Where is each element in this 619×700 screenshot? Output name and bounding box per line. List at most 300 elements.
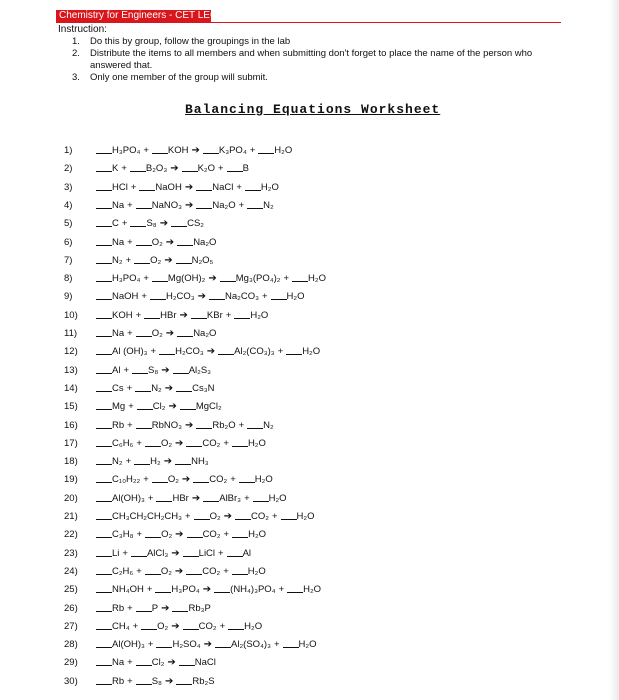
reactant-species: C₃H₈: [112, 529, 134, 541]
coefficient-blank[interactable]: [130, 216, 146, 227]
instruction-number: 2.: [72, 48, 80, 59]
plus-sign: +: [136, 529, 143, 541]
coefficient-blank[interactable]: [96, 436, 112, 447]
reactant-species: CH₄: [112, 620, 130, 632]
coefficient-blank[interactable]: [196, 180, 212, 191]
equation-body: [96, 271, 326, 287]
coefficient-blank[interactable]: [172, 601, 188, 612]
instruction-text: Do this by group, follow the groupings in the lab: [90, 36, 291, 47]
coefficient-blank[interactable]: [271, 289, 287, 300]
coefficient-blank[interactable]: [96, 363, 112, 374]
coefficient-blank[interactable]: [215, 637, 231, 648]
equation-body: [96, 180, 279, 196]
reaction-arrow: ➔: [181, 474, 191, 486]
equation-number: 1): [64, 145, 73, 156]
plus-sign: +: [223, 529, 230, 541]
plus-sign: +: [147, 492, 154, 504]
equation-row: [64, 454, 584, 470]
coefficient-blank[interactable]: [132, 363, 148, 374]
coefficient-blank[interactable]: [136, 655, 152, 666]
reactant-species: O₂: [160, 437, 173, 449]
reactant-species: H₃PO₄: [171, 584, 200, 596]
coefficient-blank[interactable]: [218, 344, 234, 355]
reaction-arrow: ➔: [191, 492, 201, 504]
equation-number: 22): [64, 529, 78, 541]
equation-number: 11): [64, 328, 78, 339]
coefficient-blank[interactable]: [136, 326, 152, 337]
reactant-species: NH₄OH: [112, 584, 144, 596]
plus-sign: +: [218, 163, 224, 175]
equation-number: 7): [64, 254, 73, 266]
product-species: NH₃: [191, 456, 209, 468]
coefficient-blank[interactable]: [196, 198, 212, 209]
coefficient-blank[interactable]: [96, 253, 112, 264]
coefficient-blank[interactable]: [135, 381, 151, 392]
coefficient-blank[interactable]: [96, 491, 112, 502]
plus-sign: +: [136, 565, 142, 577]
coefficient-blank[interactable]: [96, 308, 112, 319]
coefficient-blank[interactable]: [96, 399, 112, 410]
product-species: K₂O: [197, 163, 216, 175]
reaction-arrow: ➔: [206, 346, 216, 358]
plus-sign: +: [127, 657, 133, 669]
plus-sign: +: [244, 492, 250, 504]
product-species: Rb₃P: [188, 602, 211, 614]
plus-sign: +: [127, 328, 133, 339]
coefficient-blank[interactable]: [156, 491, 172, 502]
plus-sign: +: [121, 218, 128, 230]
reactant-species: NaOH: [155, 181, 182, 193]
plus-sign: +: [261, 291, 268, 303]
coefficient-blank[interactable]: [96, 637, 112, 648]
product-species: Al₂(CO₃)₃: [234, 346, 275, 358]
plus-sign: +: [219, 620, 226, 632]
equation-number: 24): [64, 565, 78, 577]
equation-row: [64, 564, 584, 580]
coefficient-blank[interactable]: [96, 546, 112, 557]
plus-sign: +: [132, 620, 139, 632]
reactant-species: O₂: [151, 236, 163, 248]
product-species: H₂O: [274, 145, 293, 156]
equation-body: [96, 235, 216, 251]
coefficient-blank[interactable]: [171, 216, 187, 227]
coefficient-blank[interactable]: [159, 344, 175, 355]
reaction-arrow: ➔: [165, 675, 174, 687]
reactant-species: N₂: [112, 254, 123, 266]
equation-body: [96, 674, 215, 690]
plus-sign: +: [121, 163, 127, 175]
product-species: H₂O: [247, 565, 266, 577]
reaction-arrow: ➔: [175, 529, 184, 541]
reactant-species: Al (OH)₃: [112, 346, 148, 358]
coefficient-blank[interactable]: [287, 582, 303, 593]
plus-sign: +: [146, 584, 153, 596]
reactant-species: H₃PO₄: [112, 145, 141, 156]
product-species: MgCl₂: [195, 401, 222, 413]
equation-number: 14): [64, 382, 78, 394]
plus-sign: +: [223, 565, 229, 577]
reactant-species: P: [151, 602, 159, 614]
coefficient-blank[interactable]: [96, 472, 112, 483]
coefficient-blank[interactable]: [134, 454, 150, 465]
equation-body: [96, 326, 216, 342]
product-species: H₂O: [286, 291, 305, 303]
product-species: KBr: [206, 309, 223, 321]
equation-row: [64, 289, 584, 305]
coefficient-blank[interactable]: [152, 472, 168, 483]
equation-number: 8): [64, 273, 73, 285]
reaction-arrow: ➔: [179, 309, 188, 321]
reactant-species: HBr: [160, 309, 177, 321]
product-species: H₂O: [268, 492, 287, 504]
equation-body: [96, 363, 211, 379]
coefficient-blank[interactable]: [139, 180, 155, 191]
plus-sign: +: [130, 181, 137, 193]
coefficient-blank[interactable]: [175, 454, 191, 465]
coefficient-blank[interactable]: [183, 546, 199, 557]
coefficient-blank[interactable]: [203, 491, 219, 502]
reactant-species: H₂CO₃: [175, 346, 204, 358]
product-species: H₂O: [296, 511, 315, 522]
equation-body: [96, 655, 216, 671]
coefficient-blank[interactable]: [203, 143, 219, 154]
coefficient-blank[interactable]: [281, 509, 297, 520]
reaction-arrow: ➔: [163, 456, 173, 468]
reactant-species: C₂H₆: [112, 565, 134, 577]
equation-number: 23): [64, 547, 78, 559]
coefficient-blank[interactable]: [136, 235, 152, 246]
coefficient-blank[interactable]: [131, 546, 147, 557]
equation-body: [96, 546, 251, 562]
coefficient-blank[interactable]: [96, 601, 112, 612]
coefficient-blank[interactable]: [247, 198, 263, 209]
coefficient-blank[interactable]: [152, 143, 168, 154]
equation-number: 5): [64, 218, 73, 230]
reactant-species: K: [112, 163, 119, 175]
instruction-text: Only one member of the group will submit.: [90, 72, 268, 83]
reactant-species: Na: [112, 657, 125, 669]
equation-number: 18): [64, 456, 78, 468]
equation-row: [64, 143, 584, 159]
coefficient-blank[interactable]: [177, 326, 193, 337]
reactant-species: Na: [112, 236, 125, 248]
equation-number: 15): [64, 401, 78, 413]
coefficient-blank[interactable]: [136, 198, 152, 209]
plus-sign: +: [143, 474, 149, 486]
plus-sign: +: [150, 346, 157, 358]
coefficient-blank[interactable]: [96, 619, 112, 630]
plus-sign: +: [128, 401, 134, 413]
equation-row: [64, 216, 584, 232]
equation-row: [64, 436, 584, 452]
product-species: Na₂CO₃: [225, 291, 259, 303]
coefficient-blank[interactable]: [228, 619, 244, 630]
coefficient-blank[interactable]: [137, 399, 153, 410]
reactant-species: C₆H₆: [112, 437, 134, 449]
coefficient-blank[interactable]: [96, 381, 112, 392]
equation-row: [64, 655, 584, 671]
reactant-species: Al(OH)₃: [112, 639, 145, 651]
coefficient-blank[interactable]: [96, 418, 112, 429]
equation-body: [96, 418, 274, 434]
equation-number: 6): [64, 236, 73, 248]
coefficient-blank[interactable]: [191, 308, 207, 319]
equation-number: 26): [64, 602, 78, 614]
plus-sign: +: [141, 291, 147, 303]
coefficient-blank[interactable]: [283, 637, 299, 648]
coefficient-blank[interactable]: [239, 472, 255, 483]
plus-sign: +: [238, 199, 245, 211]
equation-body: [96, 198, 274, 214]
coefficient-blank[interactable]: [155, 582, 171, 593]
equation-number: 21): [64, 511, 78, 522]
plus-sign: +: [223, 437, 229, 449]
product-species: Na₂O: [193, 328, 217, 339]
instruction-label: Instruction:: [58, 24, 107, 35]
instruction-text: Distribute the items to all members and when submitting don't forget to place the name of the person who answered that.: [90, 48, 533, 71]
reaction-arrow: ➔: [174, 565, 184, 577]
equation-number: 28): [64, 639, 78, 651]
instruction-item: [72, 36, 562, 48]
product-species: Na₂O: [193, 236, 217, 248]
coefficient-blank[interactable]: [292, 271, 308, 282]
equation-body: [96, 601, 211, 617]
coefficient-blank[interactable]: [258, 143, 274, 154]
instruction-number: 1.: [72, 36, 80, 47]
reactant-species: Rb: [112, 675, 125, 687]
instruction-item: [72, 72, 562, 84]
page-edge-shadow: [609, 0, 619, 700]
coefficient-blank[interactable]: [235, 509, 251, 520]
product-species: Rb₂S: [192, 675, 215, 687]
reactant-species: Li: [112, 547, 120, 559]
coefficient-blank[interactable]: [96, 271, 112, 282]
product-species: H₂O: [303, 584, 322, 596]
reactant-species: Na: [112, 199, 125, 211]
equation-body: [96, 344, 320, 360]
product-species: CO₂: [202, 565, 221, 577]
reaction-arrow: ➔: [161, 364, 170, 376]
coefficient-blank[interactable]: [96, 161, 112, 172]
plus-sign: +: [147, 639, 154, 651]
reaction-arrow: ➔: [170, 163, 179, 175]
plus-sign: +: [277, 346, 284, 358]
plus-sign: +: [127, 675, 133, 687]
coefficient-blank[interactable]: [96, 509, 112, 520]
coefficient-blank[interactable]: [186, 564, 202, 575]
product-species: Rb₂O: [212, 419, 236, 431]
reaction-arrow: ➔: [159, 218, 169, 230]
coefficient-blank[interactable]: [177, 235, 193, 246]
product-species: H₂O: [244, 620, 263, 632]
reactant-species: Mg: [112, 401, 126, 413]
equation-number: 10): [64, 309, 78, 321]
equation-body: [96, 472, 273, 488]
coefficient-blank[interactable]: [96, 454, 112, 465]
coefficient-blank[interactable]: [96, 326, 112, 337]
coefficient-blank[interactable]: [96, 674, 112, 685]
coefficient-blank[interactable]: [96, 235, 112, 246]
plus-sign: +: [122, 547, 128, 559]
coefficient-blank[interactable]: [286, 344, 302, 355]
coefficient-blank[interactable]: [96, 582, 112, 593]
coefficient-blank[interactable]: [136, 674, 152, 685]
product-species: Mg₃(PO₄)₂: [235, 273, 281, 285]
coefficient-blank[interactable]: [253, 491, 269, 502]
reactant-species: Rb: [112, 602, 125, 614]
coefficient-blank[interactable]: [96, 198, 112, 209]
equation-body: [96, 619, 262, 635]
coefficient-blank[interactable]: [220, 271, 236, 282]
reactant-species: NaOH: [112, 291, 139, 303]
equation-number: 25): [64, 584, 78, 596]
equation-body: [96, 491, 287, 507]
coefficient-blank[interactable]: [176, 381, 192, 392]
equation-body: [96, 216, 204, 232]
product-species: B: [242, 163, 249, 175]
equation-body: [96, 308, 268, 324]
coefficient-blank[interactable]: [180, 399, 196, 410]
coefficient-blank[interactable]: [134, 253, 150, 264]
product-species: H₂O: [298, 639, 317, 651]
coefficient-blank[interactable]: [186, 436, 202, 447]
coefficient-blank[interactable]: [96, 180, 112, 191]
coefficient-blank[interactable]: [227, 546, 243, 557]
equation-body: [96, 161, 249, 177]
plus-sign: +: [135, 309, 142, 321]
coefficient-blank[interactable]: [173, 363, 189, 374]
reactant-species: H₂SO₄: [172, 639, 201, 651]
product-species: N₂: [263, 199, 274, 211]
reactant-species: Cs: [112, 382, 124, 394]
coefficient-blank[interactable]: [187, 527, 203, 538]
coefficient-blank[interactable]: [136, 418, 152, 429]
reactant-species: Al: [112, 364, 121, 376]
coefficient-blank[interactable]: [150, 289, 166, 300]
coefficient-blank[interactable]: [96, 344, 112, 355]
coefficient-blank[interactable]: [196, 418, 212, 429]
coefficient-blank[interactable]: [176, 674, 192, 685]
equation-body: [96, 454, 209, 470]
equation-body: [96, 582, 321, 598]
equation-body: [96, 289, 305, 305]
reactant-species: S₈: [146, 218, 157, 230]
coefficient-blank[interactable]: [96, 655, 112, 666]
equation-body: [96, 509, 315, 525]
equation-number: 30): [64, 675, 78, 687]
coefficient-blank[interactable]: [96, 289, 112, 300]
equation-row: [64, 674, 584, 690]
coefficient-blank[interactable]: [232, 527, 248, 538]
coefficient-blank[interactable]: [182, 161, 198, 172]
equation-row: [64, 253, 584, 269]
plus-sign: +: [249, 145, 256, 156]
equation-number: 16): [64, 419, 78, 431]
coefficient-blank[interactable]: [179, 655, 195, 666]
plus-sign: +: [126, 382, 133, 394]
product-species: CO₂: [251, 511, 269, 522]
reactant-species: KOH: [112, 309, 133, 321]
product-species: CO₂: [202, 529, 221, 541]
equation-number: 9): [64, 291, 73, 303]
coefficient-blank[interactable]: [145, 527, 161, 538]
coefficient-blank[interactable]: [183, 619, 199, 630]
coefficient-blank[interactable]: [176, 253, 192, 264]
coefficient-blank[interactable]: [96, 216, 112, 227]
reactant-species: S₈: [148, 364, 159, 376]
coefficient-blank[interactable]: [234, 308, 250, 319]
equation-body: [96, 564, 266, 580]
equation-number: 4): [64, 199, 73, 211]
coefficient-blank[interactable]: [156, 637, 172, 648]
header-divider: [56, 22, 561, 23]
reactant-species: KOH: [167, 145, 189, 156]
reaction-arrow: ➔: [164, 382, 174, 394]
equation-row: [64, 381, 584, 397]
equation-row: [64, 363, 584, 379]
reactant-species: RbNO₃: [151, 419, 182, 431]
equation-body: [96, 143, 292, 159]
reaction-arrow: ➔: [171, 547, 180, 559]
plus-sign: +: [185, 511, 191, 522]
reactant-species: H₂: [150, 456, 161, 468]
coefficient-blank[interactable]: [247, 418, 263, 429]
coefficient-blank[interactable]: [96, 527, 112, 538]
equation-body: [96, 381, 214, 397]
equation-number: 27): [64, 620, 78, 632]
coefficient-blank[interactable]: [227, 161, 243, 172]
equation-number: 13): [64, 364, 78, 376]
product-species: N₂: [263, 419, 274, 431]
coefficient-blank[interactable]: [232, 436, 248, 447]
equation-row: [64, 180, 584, 196]
coefficient-blank[interactable]: [194, 509, 210, 520]
reactant-species: O₂: [150, 254, 162, 266]
plus-sign: +: [230, 474, 236, 486]
worksheet-title: Balancing Equations Worksheet: [185, 102, 441, 117]
plus-sign: +: [143, 273, 149, 285]
equation-row: [64, 418, 584, 434]
reactant-species: Cl₂: [152, 401, 166, 413]
coefficient-blank[interactable]: [144, 308, 160, 319]
coefficient-blank[interactable]: [214, 582, 230, 593]
coefficient-blank[interactable]: [136, 601, 152, 612]
reaction-arrow: ➔: [164, 254, 173, 266]
product-species: LiCl: [198, 547, 216, 559]
coefficient-blank[interactable]: [193, 472, 209, 483]
equation-row: [64, 472, 584, 488]
equation-body: [96, 436, 266, 452]
reactant-species: O₂: [167, 474, 179, 486]
coefficient-blank[interactable]: [145, 564, 161, 575]
reactant-species: C: [112, 218, 119, 230]
coefficient-blank[interactable]: [96, 143, 112, 154]
coefficient-blank[interactable]: [96, 564, 112, 575]
coefficient-blank[interactable]: [130, 161, 146, 172]
reactant-species: N₂: [112, 456, 123, 468]
reactant-species: S₈: [151, 675, 162, 687]
coefficient-blank[interactable]: [209, 289, 225, 300]
coefficient-blank[interactable]: [245, 180, 261, 191]
reactant-species: H₃PO₄: [112, 273, 141, 285]
plus-sign: +: [123, 364, 130, 376]
coefficient-blank[interactable]: [232, 564, 248, 575]
coefficient-blank[interactable]: [152, 271, 168, 282]
reaction-arrow: ➔: [171, 620, 180, 632]
reactant-species: B₂O₃: [145, 163, 168, 175]
coefficient-blank[interactable]: [145, 436, 161, 447]
coefficient-blank[interactable]: [141, 619, 157, 630]
